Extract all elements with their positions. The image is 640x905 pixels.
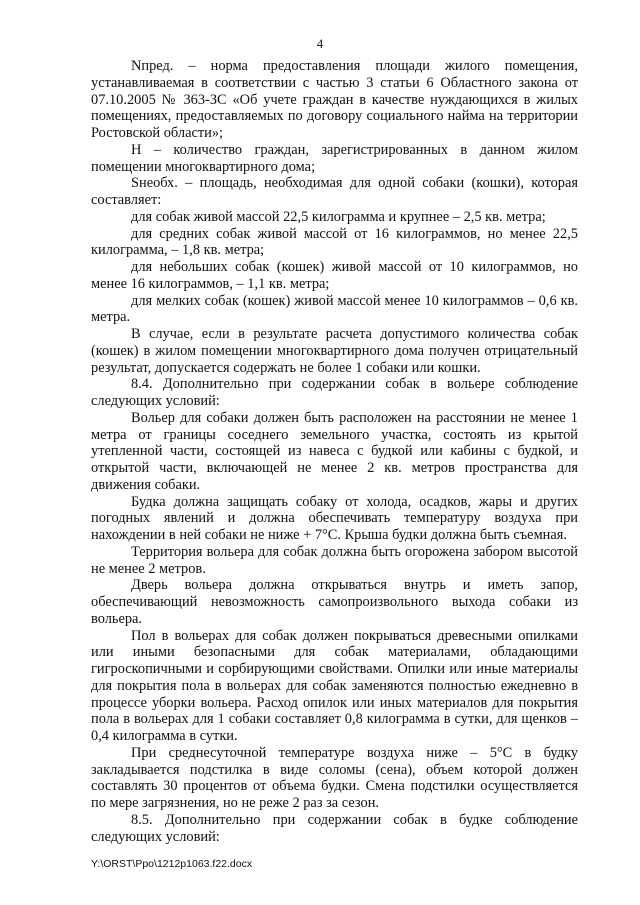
paragraph-required-area: Sнеобх. – площадь, необходимая для одной собаки (кошки), которая составляет:: [91, 175, 578, 208]
paragraph-section-8-4: 8.4. Дополнительно при содержании собак в вольере соблюдение следующих условий:: [91, 376, 578, 409]
paragraph-large-dogs-area: для собак живой массой 22,5 килограмма и крупнее – 2,5 кв. метра;: [131, 208, 546, 225]
paragraph-bedding: При среднесуточной температуре воздуха ниже – 5°С в будку закладывается подстилка в виде соломы (сена), объем которой должен составлять 30 процентов от объема будки. Смена подстилки осуществляется по мере загрязнения, но не реже 2 раз за сезон.: [91, 744, 578, 811]
paragraph-small-dogs-area: для небольших собак (кошек) живой массой от 10 килограммов, но менее 16 килограммов, – 1,1 кв. метра;: [91, 259, 578, 292]
paragraph-floor-covering: Пол в вольерах для собак должен покрываться древесными опилками или иными безопасными для собак материалами, обладающими гигроскопичными и сорбирующими свойствами. Опилки или иные материалы для покрытия пола в вольерах для собак заменяются полностью ежедневно в процессе уборки вольера. Расход опилок или иных материалов для покрытия пола в вольерах для 1 собаки составляет 0,8 килограмма в сутки, для щенков – 0,4 килограмма в сутки.: [91, 627, 578, 744]
paragraph-enclosure-location: Вольер для собаки должен быть расположен на расстоянии не менее 1 метра от границы соседнего земельного участка, состоять из крытой утепленной части, состоящей из навеса с будкой или кабины с будкой, и открытой части, включающей не менее 2 кв. метров пространства для движения собаки.: [91, 409, 578, 493]
document-body: [91, 58, 578, 845]
paragraph-residents-count: Н – количество граждан, зарегистрированных в данном жилом помещении многоквартирного дома;: [91, 141, 578, 175]
paragraph-tiny-dogs-area: для мелких собак (кошек) живой массой менее 10 килограммов – 0,6 кв. метра.: [91, 292, 578, 326]
paragraph-fence-height: Территория вольера для собак должна быть огорожена забором высотой не менее 2 метров.: [91, 543, 578, 577]
paragraph-negative-result: В случае, если в результате расчета допустимого количества собак (кошек) в жилом помещении многоквартирного дома получен отрицательный результат, допускается содержать не более 1 собаки или кошки.: [91, 326, 578, 376]
page-number: 4: [316, 36, 324, 51]
paragraph-section-8-5: 8.5. Дополнительно при содержании собак в будке соблюдение следующих условий:: [91, 811, 578, 845]
paragraph-enclosure-door: Дверь вольера должна открываться внутрь и иметь запор, обеспечивающий невозможность самопроизвольного выхода собаки из вольера.: [91, 577, 578, 627]
paragraph-doghouse-protection: Будка должна защищать собаку от холода, осадков, жары и других погодных явлений и должна обеспечивать температуру воздуха при нахождении в ней собаки не ниже + 7°С. Крыша будки должна быть съемная.: [91, 493, 578, 543]
paragraph-medium-dogs-area: для средних собак живой массой от 16 килограммов, но менее 22,5 килограмма, – 1,8 кв. метра;: [91, 225, 578, 259]
paragraph-norm-definition: Nпред. – норма предоставления площади жилого помещения, устанавливаемая в соответствии с частью 3 статьи 6 Областного закона от 07.10.2005 № 363-ЗС «Об учете граждан в качестве нуждающихся в жилых помещениях, предоставляемых по договору социального найма на территории Ростовской области»;: [91, 58, 578, 141]
file-path-footer: Y:\ORST\Ppo\1212p1063.f22.docx: [91, 858, 253, 870]
